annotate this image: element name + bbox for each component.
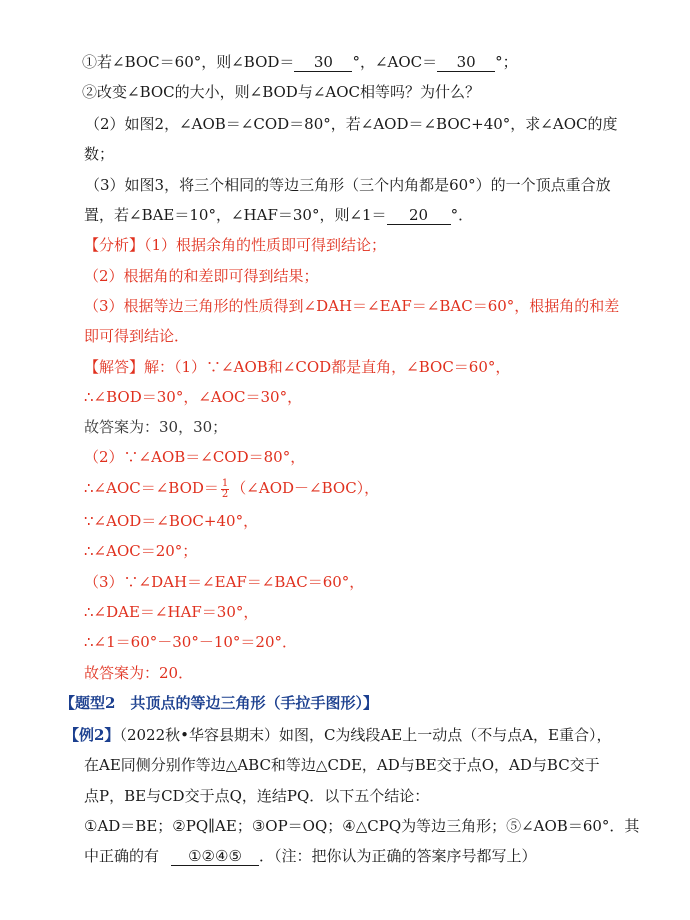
section-title: 【题型2 共顶点的等边三角形（手拉手图形）】: [60, 694, 378, 712]
example-tag: 【例2】: [64, 726, 120, 744]
solution-line-6: ∵∠AOD＝∠BOC+40°，: [84, 512, 259, 530]
example-line-3: 点P，BE与CD交于点Q，连结PQ．以下五个结论：: [84, 787, 430, 805]
q3-line-2: 置，若∠BAE＝10°，∠HAF＝30°，则∠1＝ 20 °．: [84, 206, 474, 224]
example-line-2: 在AE同侧分别作等边△ABC和等边△CDE，AD与BE交于点O，AD与BC交于: [84, 756, 600, 774]
solution-line-7: ∴∠AOC＝20°；: [84, 542, 198, 560]
solution-line-8: （3）∵∠DAH＝∠EAF＝∠BAC＝60°，: [84, 573, 365, 591]
answer-blank-angle1: 20: [387, 206, 451, 225]
answer-blank-aoc: 30: [437, 53, 495, 72]
example-line-4: ①AD＝BE；②PQ∥AE；③OP＝OQ；④△CPQ为等边三角形；⑤∠AOB＝60°．其: [84, 817, 640, 835]
solution-line-9: ∴∠DAE＝∠HAF＝30°，: [84, 603, 259, 621]
answer-blank-example: ①②④⑤: [171, 847, 259, 866]
q1-line-2: ②改变∠BOC的大小，则∠BOD与∠AOC相等吗？为什么？: [82, 83, 481, 101]
q1-line-1: ①若∠BOC＝60°，则∠BOD＝ 30 °，∠AOC＝ 30 °；: [82, 53, 518, 71]
solution-line-1: 【解答】解：（1）∵∠AOB和∠COD都是直角，∠BOC＝60°，: [84, 358, 511, 376]
solution-tag: 【解答】: [84, 358, 145, 376]
example-line-5: 中正确的有 ①②④⑤ ．（注：把你认为正确的答案序号都写上）: [84, 847, 537, 865]
analysis-tag: 【分析】: [84, 236, 145, 254]
fraction-one-half: $\frac{1}{2}$: [221, 477, 229, 500]
solution-line-2: ∴∠BOD＝30°，∠AOC＝30°，: [84, 388, 303, 406]
solution-line-3: 故答案为：30，30；: [84, 418, 228, 436]
solution-line-10: ∴∠1＝60°－30°－10°＝20°．: [84, 633, 298, 651]
example-line-1: 【例2】（2022秋•华容县期末）如图，C为线段AE上一动点（不与点A，E重合），: [64, 726, 612, 744]
solution-line-5: ∴∠AOC＝∠BOD＝ $\frac{1}{2}$ （∠AOD－∠BOC），: [84, 477, 380, 500]
analysis-line-1: 【分析】（1）根据余角的性质即可得到结论；: [84, 236, 387, 254]
q3-line-1: （3）如图3，将三个相同的等边三角形（三个内角都是60°）的一个顶点重合放: [85, 176, 611, 194]
q2-line-1: （2）如图2，∠AOB＝∠COD＝80°，若∠AOD＝∠BOC+40°，求∠AOC的度: [85, 115, 618, 133]
solution-line-4: （2）∵∠AOB＝∠COD＝80°，: [84, 448, 306, 466]
analysis-line-2: （2）根据角的和差即可得到结果；: [84, 267, 319, 285]
q2-line-2: 数；: [84, 145, 115, 163]
analysis-line-4: 即可得到结论．: [84, 327, 190, 345]
analysis-line-3: （3）根据等边三角形的性质得到∠DAH＝∠EAF＝∠BAC＝60°，根据角的和差: [84, 297, 620, 315]
solution-line-11: 故答案为：20．: [84, 664, 194, 682]
answer-blank-bod: 30: [294, 53, 352, 72]
